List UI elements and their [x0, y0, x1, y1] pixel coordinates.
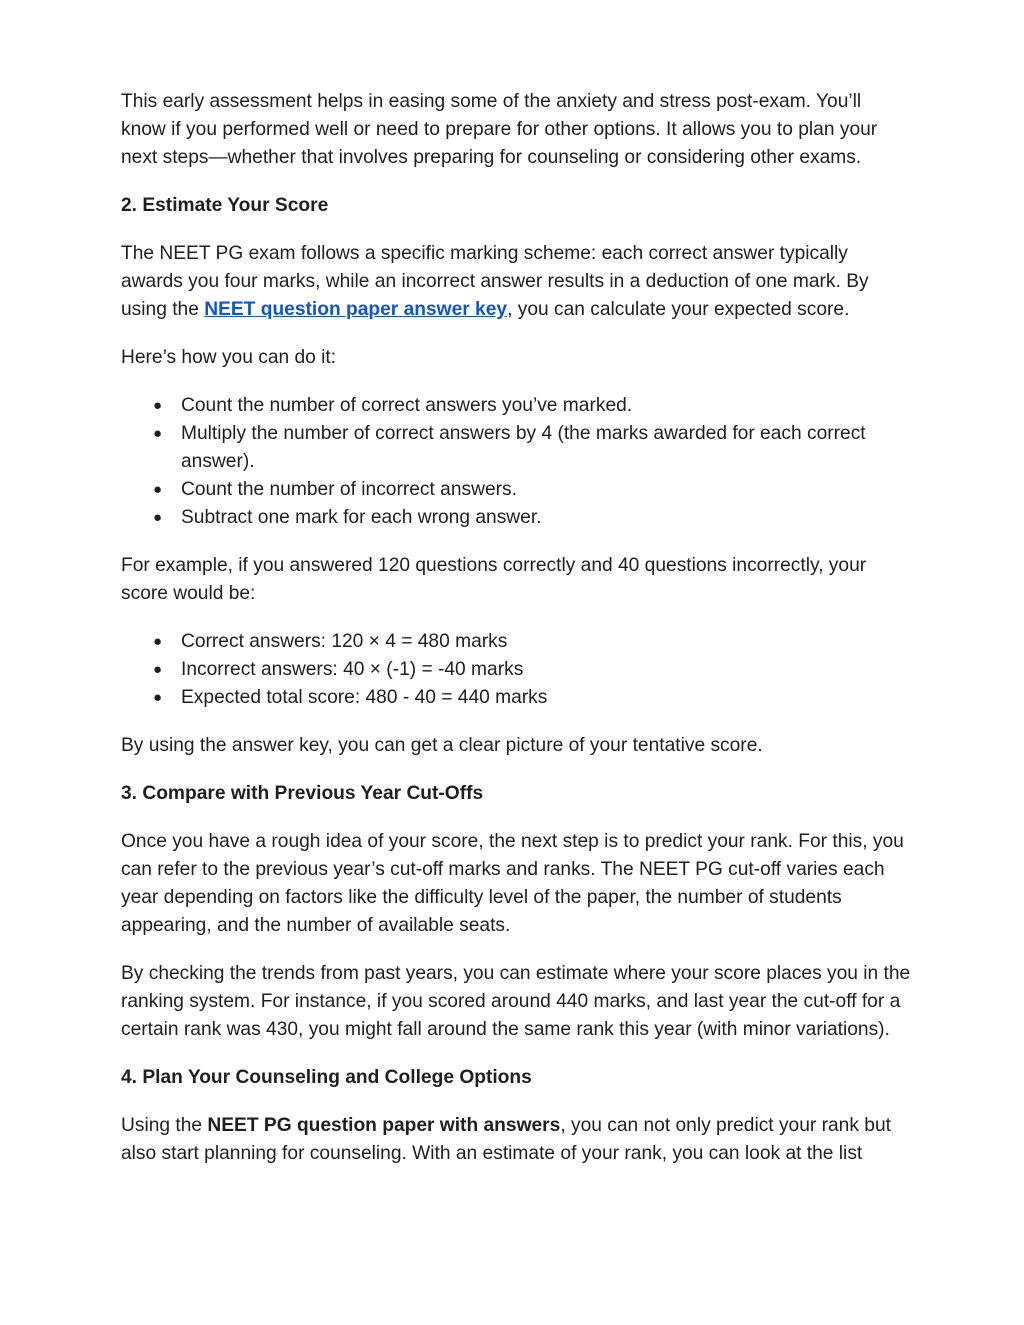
counseling-text-start: Using the — [121, 1115, 208, 1136]
counseling-paragraph — [121, 1112, 911, 1168]
list-item: ● Expected total score: 480 - 40 = 440 marks — [181, 684, 911, 712]
list-item: ● Multiply the number of correct answers by 4 (the marks awarded for each correct answer). — [181, 420, 911, 476]
answer-key-link[interactable]: NEET question paper answer key — [204, 299, 508, 320]
document-page — [121, 88, 911, 1188]
trends-paragraph: By checking the trends from past years, you can estimate where your score places you in the ranking system. For instance, if you scored around 440 marks, and last year the cut-off for a certain rank was 430, you might fall around the same rank this year (with minor variations). — [121, 963, 911, 1040]
list-item: ● Incorrect answers: 40 × (-1) = -40 marks — [181, 656, 911, 684]
marking-scheme-text-end: , you can calculate your expected score. — [507, 299, 850, 320]
howto-paragraph: Here’s how you can do it: — [121, 347, 337, 368]
intro-paragraph: This early assessment helps in easing some of the anxiety and stress post-exam. You’ll know if you performed well or need to prepare for other options. It allows you to plan your next steps—whether that involves preparing for counseling or considering other exams. — [121, 91, 878, 168]
marking-scheme-paragraph — [121, 240, 911, 324]
list-item: ● Subtract one mark for each wrong answer. — [181, 504, 911, 532]
list-item: ● Count the number of incorrect answers. — [181, 476, 911, 504]
example-intro-paragraph: For example, if you answered 120 questions correctly and 40 questions incorrectly, your score would be: — [121, 555, 867, 604]
cutoff-paragraph: Once you have a rough idea of your score, the next step is to predict your rank. For this, you can refer to the previous year’s cut-off marks and ranks. The NEET PG cut-off varies each year depending on factors like the difficulty level of the paper, the number of students appearing, and the number of available seats. — [121, 831, 904, 936]
section-2-heading: 2. Estimate Your Score — [121, 195, 329, 216]
question-paper-emphasis: NEET PG question paper with answers — [207, 1115, 561, 1136]
list-item: ● Correct answers: 120 × 4 = 480 marks — [181, 628, 911, 656]
marking-scheme-text-start: The NEET PG exam follows a specific marking scheme: each correct answer typically awards you four marks, while an incorrect answer results in a deduction of one mark. By using the — [121, 243, 869, 320]
section-3-heading: 3. Compare with Previous Year Cut-Offs — [121, 783, 484, 804]
steps-list — [121, 392, 911, 532]
conclusion-paragraph: By using the answer key, you can get a clear picture of your tentative score. — [121, 735, 763, 756]
counseling-text-end: , you can not only predict your rank but also start planning for counseling. With an estimate of your rank, you can look at the list — [121, 1115, 891, 1164]
section-4-heading: 4. Plan Your Counseling and College Options — [121, 1067, 532, 1088]
example-list — [121, 628, 911, 712]
list-item: ● Count the number of correct answers you’ve marked. — [181, 392, 911, 420]
